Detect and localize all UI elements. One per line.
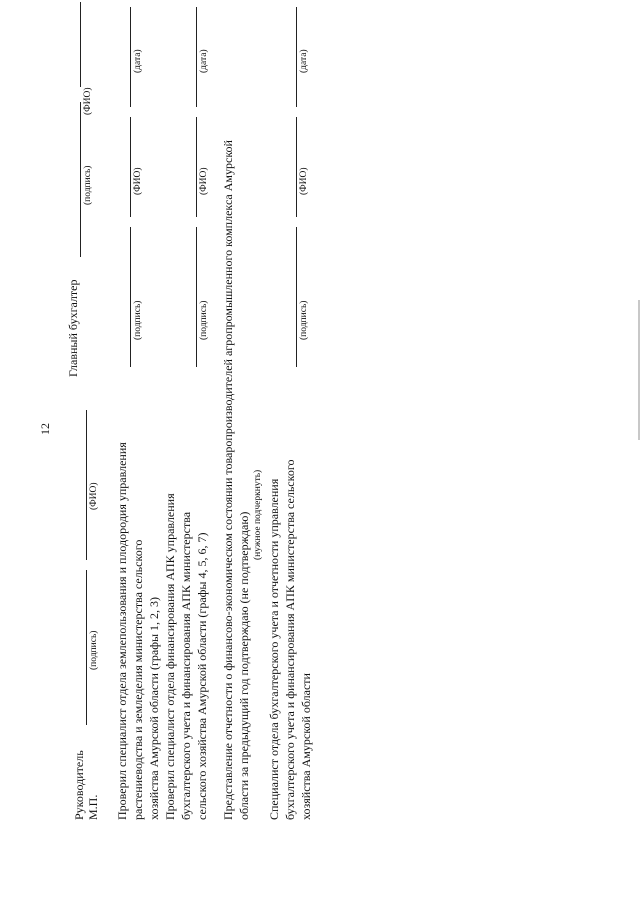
check1-line-2: растениеводства и земледелия министерства сельского	[131, 539, 145, 820]
check2-date-line	[196, 7, 197, 107]
check1-fio-line	[130, 117, 131, 217]
accountant-label: Главный бухгалтер	[66, 279, 80, 377]
head-mp: М.П.	[86, 794, 100, 820]
check1-line-3: хозяйства Амурской области (графы 1, 2, 3)	[147, 596, 161, 820]
specialist-line-1: Специалист отдела бухгалтерского учета и отчетности управления	[267, 478, 281, 820]
specialist-sign-line	[296, 227, 297, 367]
check2-line-3: сельского хозяйства Амурской области (графы 4, 5, 6, 7)	[195, 532, 209, 820]
statement-line-1: Представление отчетности о финансово-экономическом состоянии товаропроизводителей агропромышленного комплекса Амурской	[221, 140, 235, 820]
check2-line-1: Проверил специалист отдела финансирования АПК управления	[163, 493, 177, 820]
specialist-date-line	[296, 7, 297, 107]
check1-line-1: Проверил специалист отдела землепользования и плодородия управления	[115, 442, 129, 820]
check2-sign-hint: (подпись)	[199, 300, 209, 340]
accountant-sign-line	[80, 102, 81, 257]
accountant-fio-line	[80, 2, 81, 87]
check1-fio-hint: (ФИО)	[133, 167, 143, 195]
check2-line-2: бухгалтерского учета и финансирования АПК министерства	[179, 511, 193, 820]
check1-date-hint: (дата)	[133, 49, 143, 73]
check2-fio-hint: (ФИО)	[199, 167, 209, 195]
specialist-line-3: хозяйства Амурской области	[299, 673, 313, 820]
specialist-sign-hint: (подпись)	[299, 300, 309, 340]
head-sign-hint: (подпись)	[89, 630, 99, 670]
head-sign-line	[86, 570, 87, 725]
check1-date-line	[130, 7, 131, 107]
check1-sign-line	[130, 227, 131, 367]
accountant-sign-hint: (подпись)	[83, 165, 93, 205]
specialist-line-2: бухгалтерского учета и финансирования АПК министерства сельского	[283, 459, 297, 820]
head-fio-line	[86, 410, 87, 560]
accountant-fio-hint: (ФИО)	[83, 87, 93, 115]
check2-sign-line	[196, 227, 197, 367]
head-fio-hint: (ФИО)	[89, 482, 99, 510]
check1-sign-hint: (подпись)	[133, 300, 143, 340]
check2-date-hint: (дата)	[199, 49, 209, 73]
specialist-date-hint: (дата)	[299, 49, 309, 73]
check2-fio-line	[196, 117, 197, 217]
specialist-fio-hint: (ФИО)	[299, 167, 309, 195]
head-label: Руководитель	[72, 750, 86, 820]
specialist-fio-line	[296, 117, 297, 217]
statement-hint: (нужное подчеркнуть)	[253, 469, 263, 560]
statement-line-2: области за предыдущий год подтверждаю (не подтверждаю)	[237, 511, 251, 820]
page-number: 12	[38, 423, 52, 435]
